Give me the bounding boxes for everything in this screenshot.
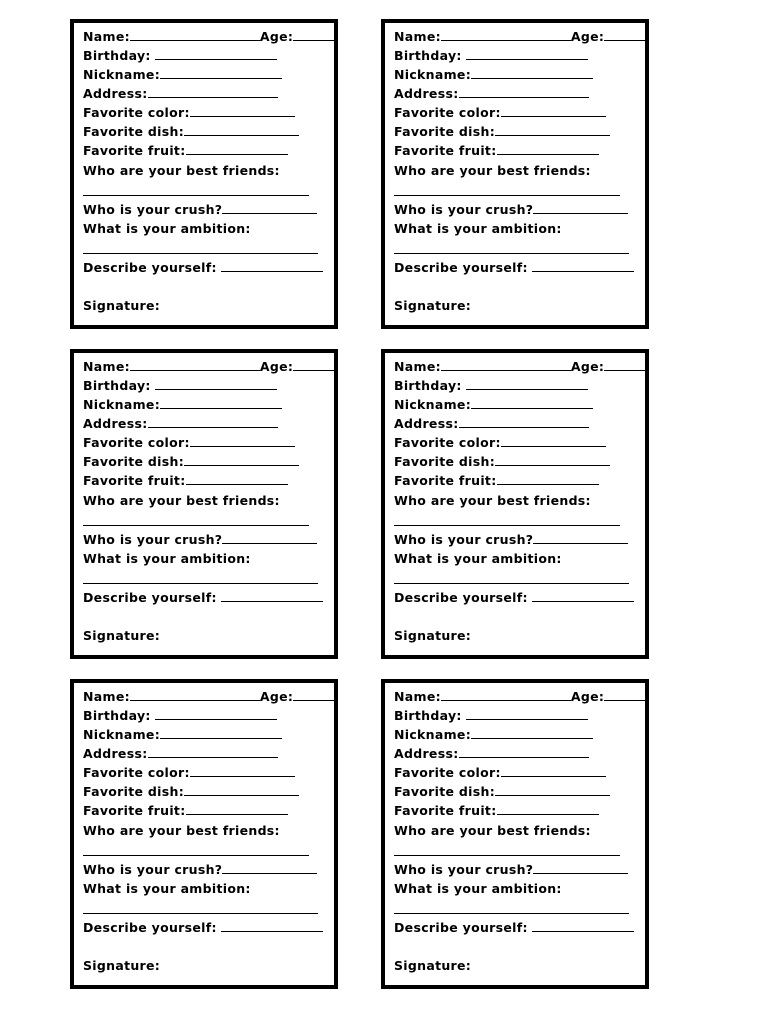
friends-row xyxy=(83,163,280,178)
dish-row xyxy=(83,124,299,139)
dish-label: Favorite dish: xyxy=(394,454,496,469)
describe-label: Describe yourself: xyxy=(394,260,528,275)
crush-label: Who is your crush? xyxy=(83,862,223,877)
color-row xyxy=(394,435,606,450)
nickname-row xyxy=(83,67,282,82)
describe-label: Describe yourself: xyxy=(83,590,217,605)
age-field[interactable] xyxy=(604,359,646,371)
crush-row xyxy=(394,202,628,217)
nickname-row xyxy=(83,397,282,412)
describe-field[interactable] xyxy=(532,260,634,272)
address-label: Address: xyxy=(394,86,459,101)
signature-row xyxy=(83,628,160,643)
name-row xyxy=(83,29,335,44)
slam-card-4 xyxy=(381,349,649,659)
color-row xyxy=(394,105,606,120)
describe-field[interactable] xyxy=(221,920,323,932)
friends-row xyxy=(394,493,591,508)
name-row xyxy=(83,689,335,704)
nickname-row xyxy=(394,727,593,742)
fruit-row xyxy=(394,143,599,158)
crush-label: Who is your crush? xyxy=(394,862,534,877)
color-field[interactable] xyxy=(190,765,295,777)
signature-row xyxy=(394,298,471,313)
name-field[interactable] xyxy=(441,29,571,41)
signature-label: Signature: xyxy=(83,958,161,973)
ambition-field[interactable] xyxy=(83,253,318,254)
birthday-label: Birthday: xyxy=(394,378,462,393)
dish-row xyxy=(83,454,299,469)
crush-field[interactable] xyxy=(222,862,317,874)
name-field[interactable] xyxy=(130,29,260,41)
describe-label: Describe yourself: xyxy=(394,920,528,935)
dish-row xyxy=(394,124,610,139)
friends-field[interactable] xyxy=(394,855,620,856)
dish-row xyxy=(394,784,610,799)
color-label: Favorite color: xyxy=(394,105,501,120)
name-label: Name: xyxy=(83,689,130,704)
ambition-row xyxy=(394,221,562,236)
nickname-field[interactable] xyxy=(471,727,593,739)
ambition-label: What is your ambition: xyxy=(83,221,251,236)
dish-label: Favorite dish: xyxy=(394,784,496,799)
age-label: Age: xyxy=(570,689,605,704)
signature-label: Signature: xyxy=(394,298,472,313)
dish-field[interactable] xyxy=(495,124,610,136)
dish-label: Favorite dish: xyxy=(83,124,185,139)
friends-label: Who are your best friends: xyxy=(394,163,591,178)
address-label: Address: xyxy=(394,416,459,431)
birthday-row xyxy=(394,708,588,723)
slam-card-3 xyxy=(70,349,338,659)
nickname-label: Nickname: xyxy=(394,397,472,412)
color-row xyxy=(83,105,295,120)
age-label: Age: xyxy=(259,29,294,44)
describe-row xyxy=(83,590,323,605)
ambition-row xyxy=(394,881,562,896)
nickname-field[interactable] xyxy=(160,67,282,79)
color-row xyxy=(83,435,295,450)
nickname-field[interactable] xyxy=(471,397,593,409)
address-label: Address: xyxy=(83,416,148,431)
birthday-label: Birthday: xyxy=(394,48,462,63)
friends-field[interactable] xyxy=(394,525,620,526)
color-row xyxy=(83,765,295,780)
dish-row xyxy=(83,784,299,799)
dish-row xyxy=(394,454,610,469)
fruit-row xyxy=(394,473,599,488)
describe-row xyxy=(394,260,634,275)
ambition-label: What is your ambition: xyxy=(394,551,562,566)
slam-card-5 xyxy=(70,679,338,989)
crush-field[interactable] xyxy=(222,532,317,544)
birthday-label: Birthday: xyxy=(394,708,462,723)
friends-label: Who are your best friends: xyxy=(83,493,280,508)
address-row xyxy=(83,746,278,761)
address-field[interactable] xyxy=(148,86,278,98)
birthday-field[interactable] xyxy=(466,48,588,60)
signature-label: Signature: xyxy=(83,628,161,643)
crush-label: Who is your crush? xyxy=(83,202,223,217)
crush-field[interactable] xyxy=(533,202,628,214)
name-label: Name: xyxy=(394,689,441,704)
age-label: Age: xyxy=(570,29,605,44)
ambition-field[interactable] xyxy=(83,913,318,914)
name-row xyxy=(394,689,646,704)
slam-card-2 xyxy=(381,19,649,329)
crush-field[interactable] xyxy=(222,202,317,214)
describe-field[interactable] xyxy=(221,260,323,272)
name-field[interactable] xyxy=(130,359,260,371)
signature-label: Signature: xyxy=(83,298,161,313)
friends-label: Who are your best friends: xyxy=(394,823,591,838)
birthday-field[interactable] xyxy=(155,48,277,60)
nickname-label: Nickname: xyxy=(83,727,161,742)
birthday-row xyxy=(394,378,588,393)
age-field[interactable] xyxy=(293,29,335,41)
friends-row xyxy=(394,823,591,838)
crush-label: Who is your crush? xyxy=(394,532,534,547)
crush-row xyxy=(394,862,628,877)
ambition-label: What is your ambition: xyxy=(83,551,251,566)
color-label: Favorite color: xyxy=(394,435,501,450)
name-row xyxy=(394,29,646,44)
fruit-row xyxy=(83,803,288,818)
name-row xyxy=(83,359,335,374)
age-label: Age: xyxy=(259,359,294,374)
nickname-label: Nickname: xyxy=(83,397,161,412)
describe-label: Describe yourself: xyxy=(394,590,528,605)
birthday-label: Birthday: xyxy=(83,48,151,63)
address-label: Address: xyxy=(83,86,148,101)
crush-label: Who is your crush? xyxy=(83,532,223,547)
nickname-label: Nickname: xyxy=(394,727,472,742)
ambition-row xyxy=(83,221,251,236)
signature-row xyxy=(83,958,160,973)
name-label: Name: xyxy=(394,29,441,44)
nickname-field[interactable] xyxy=(160,727,282,739)
describe-field[interactable] xyxy=(532,920,634,932)
birthday-row xyxy=(394,48,588,63)
age-field[interactable] xyxy=(293,359,335,371)
friends-row xyxy=(83,823,280,838)
friends-label: Who are your best friends: xyxy=(83,823,280,838)
crush-row xyxy=(83,532,317,547)
dish-field[interactable] xyxy=(184,454,299,466)
color-field[interactable] xyxy=(501,435,606,447)
fruit-label: Favorite fruit: xyxy=(83,803,186,818)
nickname-row xyxy=(394,67,593,82)
color-row xyxy=(394,765,606,780)
dish-label: Favorite dish: xyxy=(83,454,185,469)
friends-row xyxy=(394,163,591,178)
name-field[interactable] xyxy=(441,359,571,371)
crush-field[interactable] xyxy=(533,532,628,544)
signature-row xyxy=(83,298,160,313)
dish-field[interactable] xyxy=(184,784,299,796)
fruit-label: Favorite fruit: xyxy=(394,803,497,818)
address-row xyxy=(83,416,278,431)
birthday-label: Birthday: xyxy=(83,378,151,393)
dish-label: Favorite dish: xyxy=(83,784,185,799)
address-row xyxy=(394,86,589,101)
birthday-row xyxy=(83,708,277,723)
birthday-field[interactable] xyxy=(155,708,277,720)
ambition-field[interactable] xyxy=(394,583,629,584)
friends-row xyxy=(83,493,280,508)
address-label: Address: xyxy=(83,746,148,761)
fruit-row xyxy=(394,803,599,818)
dish-field[interactable] xyxy=(495,454,610,466)
dish-field[interactable] xyxy=(184,124,299,136)
ambition-label: What is your ambition: xyxy=(83,881,251,896)
name-label: Name: xyxy=(394,359,441,374)
address-label: Address: xyxy=(394,746,459,761)
nickname-row xyxy=(394,397,593,412)
crush-row xyxy=(83,862,317,877)
address-field[interactable] xyxy=(148,746,278,758)
fruit-field[interactable] xyxy=(497,143,599,155)
age-field[interactable] xyxy=(604,689,646,701)
color-field[interactable] xyxy=(501,105,606,117)
describe-row xyxy=(394,590,634,605)
fruit-field[interactable] xyxy=(186,473,288,485)
fruit-row xyxy=(83,143,288,158)
age-field[interactable] xyxy=(293,689,335,701)
fruit-field[interactable] xyxy=(186,143,288,155)
color-field[interactable] xyxy=(190,105,295,117)
address-field[interactable] xyxy=(148,416,278,428)
age-label: Age: xyxy=(570,359,605,374)
fruit-field[interactable] xyxy=(186,803,288,815)
describe-field[interactable] xyxy=(532,590,634,602)
address-field[interactable] xyxy=(459,86,589,98)
color-field[interactable] xyxy=(501,765,606,777)
ambition-row xyxy=(83,551,251,566)
ambition-label: What is your ambition: xyxy=(394,221,562,236)
age-field[interactable] xyxy=(604,29,646,41)
address-row xyxy=(394,746,589,761)
slam-card-6 xyxy=(381,679,649,989)
signature-row xyxy=(394,628,471,643)
crush-row xyxy=(394,532,628,547)
describe-label: Describe yourself: xyxy=(83,920,217,935)
dish-field[interactable] xyxy=(495,784,610,796)
birthday-row xyxy=(83,378,277,393)
name-label: Name: xyxy=(83,359,130,374)
birthday-field[interactable] xyxy=(155,378,277,390)
describe-label: Describe yourself: xyxy=(83,260,217,275)
nickname-field[interactable] xyxy=(471,67,593,79)
describe-row xyxy=(83,260,323,275)
color-field[interactable] xyxy=(190,435,295,447)
color-label: Favorite color: xyxy=(83,435,190,450)
ambition-label: What is your ambition: xyxy=(394,881,562,896)
color-label: Favorite color: xyxy=(83,105,190,120)
address-row xyxy=(394,416,589,431)
crush-label: Who is your crush? xyxy=(394,202,534,217)
name-row xyxy=(394,359,646,374)
signature-row xyxy=(394,958,471,973)
birthday-row xyxy=(83,48,277,63)
birthday-field[interactable] xyxy=(466,378,588,390)
fruit-label: Favorite fruit: xyxy=(394,473,497,488)
birthday-field[interactable] xyxy=(466,708,588,720)
signature-label: Signature: xyxy=(394,628,472,643)
fruit-label: Favorite fruit: xyxy=(83,473,186,488)
birthday-label: Birthday: xyxy=(83,708,151,723)
name-field[interactable] xyxy=(441,689,571,701)
name-field[interactable] xyxy=(130,689,260,701)
ambition-field[interactable] xyxy=(83,583,318,584)
fruit-label: Favorite fruit: xyxy=(83,143,186,158)
friends-field[interactable] xyxy=(83,855,309,856)
address-field[interactable] xyxy=(459,416,589,428)
friends-field[interactable] xyxy=(83,195,309,196)
crush-row xyxy=(83,202,317,217)
address-row xyxy=(83,86,278,101)
ambition-row xyxy=(394,551,562,566)
crush-field[interactable] xyxy=(533,862,628,874)
fruit-row xyxy=(83,473,288,488)
friends-label: Who are your best friends: xyxy=(83,163,280,178)
friends-field[interactable] xyxy=(394,195,620,196)
ambition-field[interactable] xyxy=(394,913,629,914)
nickname-label: Nickname: xyxy=(394,67,472,82)
slam-card-1 xyxy=(70,19,338,329)
color-label: Favorite color: xyxy=(394,765,501,780)
fruit-field[interactable] xyxy=(497,803,599,815)
describe-row xyxy=(394,920,634,935)
name-label: Name: xyxy=(83,29,130,44)
nickname-row xyxy=(83,727,282,742)
friends-field[interactable] xyxy=(83,525,309,526)
color-label: Favorite color: xyxy=(83,765,190,780)
signature-label: Signature: xyxy=(394,958,472,973)
fruit-label: Favorite fruit: xyxy=(394,143,497,158)
describe-field[interactable] xyxy=(221,590,323,602)
age-label: Age: xyxy=(259,689,294,704)
dish-label: Favorite dish: xyxy=(394,124,496,139)
nickname-field[interactable] xyxy=(160,397,282,409)
address-field[interactable] xyxy=(459,746,589,758)
friends-label: Who are your best friends: xyxy=(394,493,591,508)
ambition-row xyxy=(83,881,251,896)
nickname-label: Nickname: xyxy=(83,67,161,82)
ambition-field[interactable] xyxy=(394,253,629,254)
fruit-field[interactable] xyxy=(497,473,599,485)
describe-row xyxy=(83,920,323,935)
